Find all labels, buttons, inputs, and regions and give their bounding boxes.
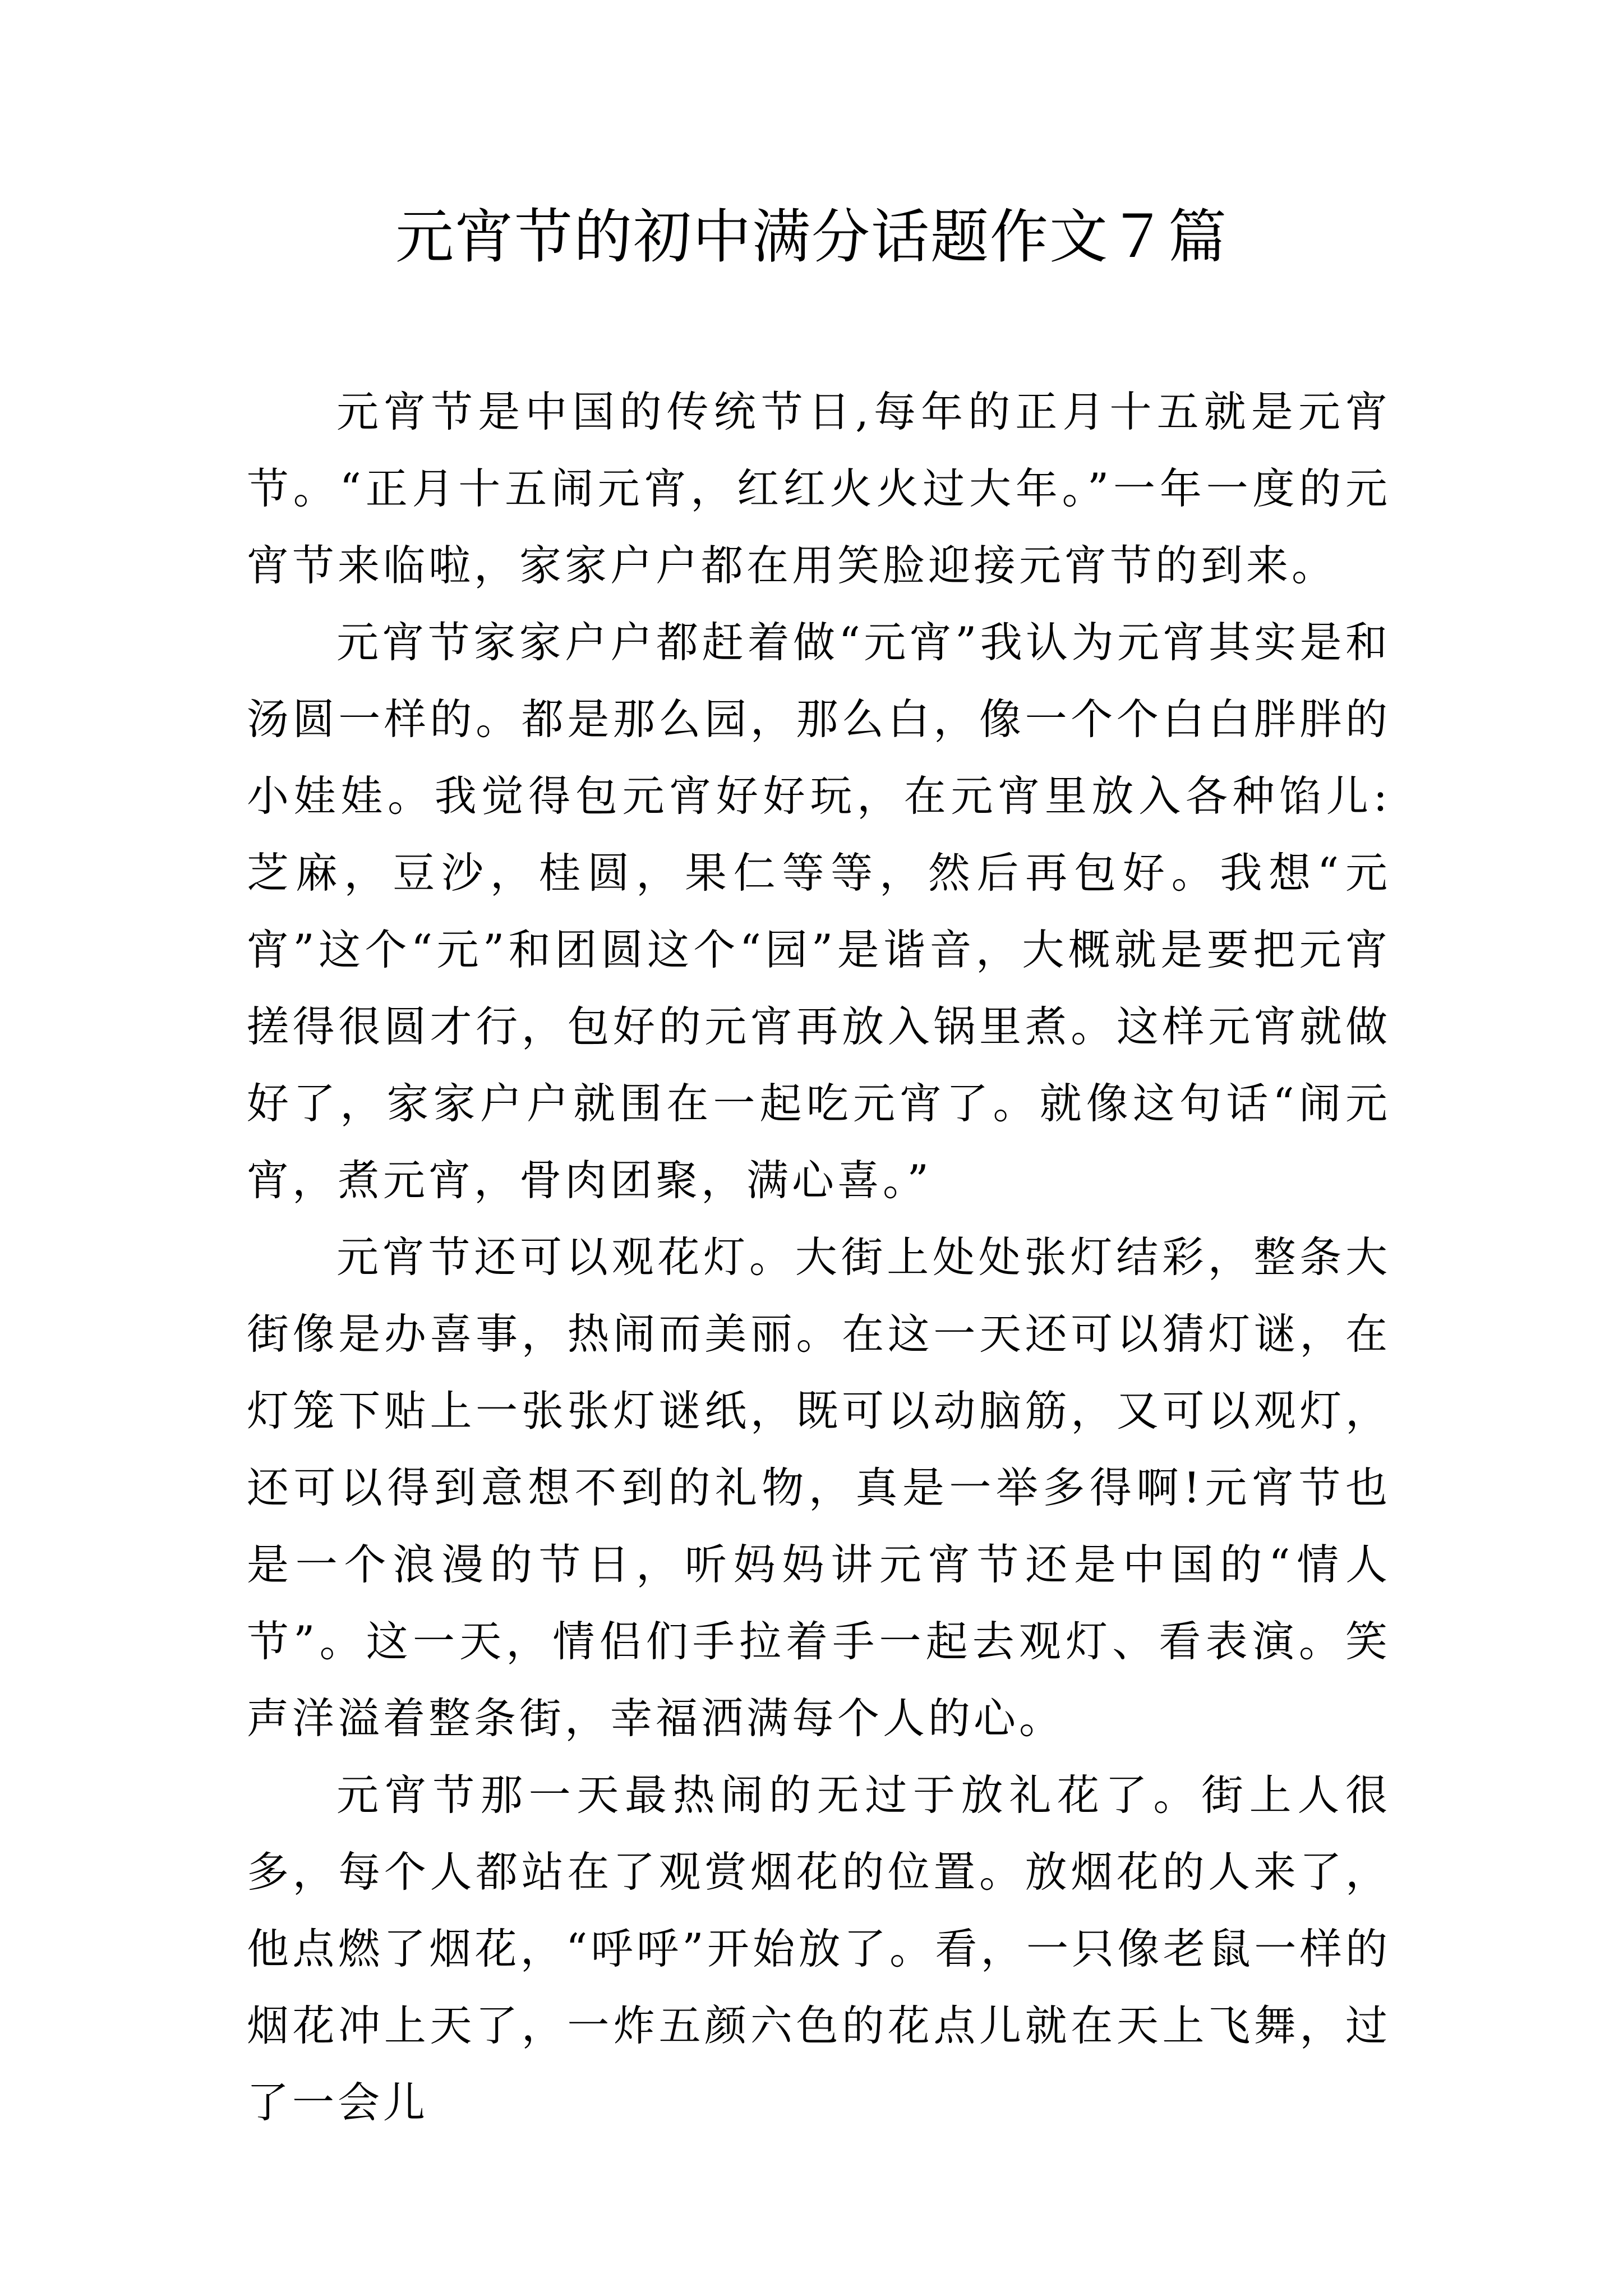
paragraph-4: 元宵节那一天最热闹的无过于放礼花了。街上人很多，每个人都站在了观赏烟花的位置。放烟花的人来了，他点燃了烟花，“呼呼”开始放了。看，一只像老鼠一样的烟花冲上天了，一炸五颜六色的花点儿就在天上飞舞，过了一会儿: [247, 1770, 1391, 2127]
paragraph-3: 元宵节还可以观花灯。大街上处处张灯结彩，整条大街像是办喜事，热闹而美丽。在这一天还可以猜灯谜，在灯笼下贴上一张张灯谜纸，既可以动脑筋，又可以观灯，还可以得到意想不到的礼物，真是一举多得啊!元宵节也是一个浪漫的节日，听妈妈讲元宵节还是中国的“情人节”。这一天，情侣们手拉着手一起去观灯、看表演。笑声洋溢着整条街，幸福洒满每个人的心。: [247, 1232, 1391, 1743]
document-title: 元宵节的初中满分话题作文７篇: [395, 203, 1228, 271]
paragraph-1: 元宵节是中国的传统节日,每年的正月十五就是元宵节。“正月十五闹元宵，红红火火过大年。”一年一度的元宵节来临啦，家家户户都在用笑脸迎接元宵节的到来。: [247, 387, 1391, 590]
document-body: [247, 374, 1391, 2141]
paragraph-2: 元宵节家家户户都赶着做“元宵”我认为元宵其实是和汤圆一样的。都是那么园，那么白，像一个个白白胖胖的小娃娃。我觉得包元宵好好玩，在元宵里放入各种馅儿:芝麻，豆沙，桂圆，果仁等等，然后再包好。我想“元宵”这个“元”和团圆这个“园”是谐音，大概就是要把元宵搓得很圆才行，包好的元宵再放入锅里煮。这样元宵就做好了，家家户户就围在一起吃元宵了。就像这句话“闹元宵，煮元宵，骨肉团聚，满心喜。”: [247, 618, 1391, 1205]
